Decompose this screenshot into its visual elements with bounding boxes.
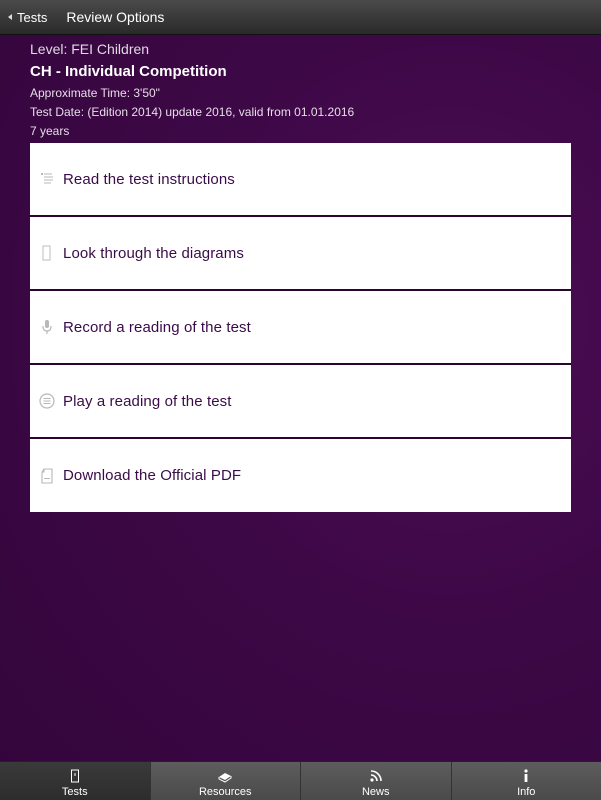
back-button-label: Tests [17,9,48,25]
option-label: Download the Official PDF [63,467,242,484]
back-arrow-icon [8,14,12,20]
option-read-instructions[interactable] [30,143,571,217]
rss-icon [369,768,383,784]
option-label: Play a reading of the test [63,392,232,410]
option-play-reading[interactable] [30,365,571,439]
option-download-pdf[interactable] [30,439,571,512]
option-label: Record a reading of the test [63,318,251,336]
option-label: Look through the diagrams [63,244,244,262]
option-look-diagrams[interactable] [30,217,571,291]
tab-label: News [361,786,390,798]
option-record-reading[interactable] [30,291,571,365]
list-icon [30,172,63,186]
microphone-icon [30,319,63,335]
tab-tests[interactable] [0,762,150,800]
bottom-tab-bar [0,761,601,800]
info-icon [523,768,529,784]
competition-name: CH - Individual Competition [30,63,227,80]
options-list [30,143,571,512]
approximate-time: Approximate Time: 3'50" [30,86,160,100]
test-level: Level: FEI Children [30,41,150,57]
play-icon [30,393,63,409]
test-date: Test Date: (Edition 2014) update 2016, valid from 01.01.2016 [30,105,355,119]
tests-icon [70,768,80,784]
option-label: Read the test instructions [63,170,235,188]
tab-label: Resources [198,786,252,798]
page-title: Review Options [66,9,165,25]
resources-icon [217,768,233,784]
tab-label: Tests [61,786,88,798]
back-button[interactable] [0,0,47,34]
tab-resources[interactable] [150,762,301,800]
age-requirement: 7 years [30,124,70,138]
tab-news[interactable] [300,762,451,800]
tab-label: Info [517,786,536,798]
diagram-icon [30,245,63,261]
top-bar [0,0,601,35]
test-info [30,40,571,141]
document-icon [30,468,63,484]
tab-info[interactable] [451,762,601,800]
